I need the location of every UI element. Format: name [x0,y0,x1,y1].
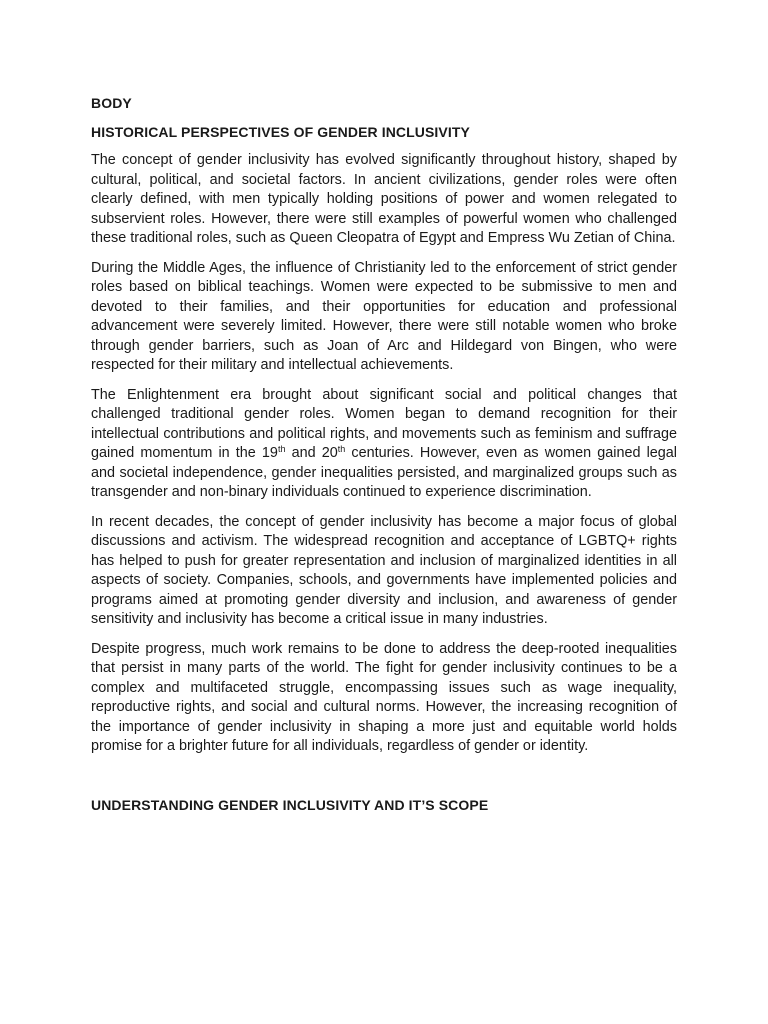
paragraph-despite-progress: Despite progress, much work remains to be done to address the deep-rooted inequalities that persist in many parts of the world. The fight for gender inclusivity continues to be a complex and multifaceted struggle, encompassing issues such as wage inequality, reproductive rights, and social and cultural norms. However, the increasing recognition of the importance of gender inclusivity in shaping a more just and equitable world holds promise for a brighter future for all individuals, regardless of gender or identity. [91,640,677,754]
enlightenment-text-1: The Enlightenment era brought about significant social and political changes that challenged traditional gender roles. Women began to demand recognition for their intellectual contributions and political rights, and movements such as feminism and suffrage gained momentum in the 19 [91,386,677,461]
section-heading-understanding: UNDERSTANDING GENDER INCLUSIVITY AND IT’S SCOPE [91,796,489,813]
enlightenment-text-2: and 20 [285,445,338,461]
paragraph-enlightenment [91,386,677,503]
document-page [91,94,677,814]
ordinal-suffix-20th: th [337,444,346,454]
body-heading: BODY [91,95,132,111]
enlightenment-text-3: centuries. However, even as women gained legal and societal independence, gender inequalities persisted, and marginalized groups such as transgender and non-binary individuals continued to experience discrimination. [91,445,677,500]
ordinal-suffix-19th: th [277,444,286,454]
paragraph-ancient-civilizations: The concept of gender inclusivity has evolved significantly throughout history, shaped by cultural, political, and societal factors. In ancient civilizations, gender roles were often clearly defined, with men typically holding positions of power and women relegated to subservient roles. However, there were still examples of powerful women who challenged these traditional roles, such as Queen Cleopatra of Egypt and Empress Wu Zetian of China. [91,152,677,246]
paragraph-middle-ages: During the Middle Ages, the influence of Christianity led to the enforcement of strict gender roles based on biblical teachings. Women were expected to be submissive to men and devoted to their families, and their opportunities for education and professional advancement were severely limited. However, there were still notable women who broke through gender barriers, such as Joan of Arc and Hildegard von Bingen, who were respected for their military and intellectual achievements. [91,259,677,373]
paragraph-recent-decades: In recent decades, the concept of gender inclusivity has become a major focus of global discussions and activism. The widespread recognition and acceptance of LGBTQ+ rights has helped to push for greater representation and inclusion of marginalized identities in all aspects of society. Companies, schools, and governments have implemented policies and programs aimed at promoting gender diversity and inclusion, and awareness of gender sensitivity and inclusivity has become a critical issue in many industries. [91,513,677,627]
section-heading-historical: HISTORICAL PERSPECTIVES OF GENDER INCLUSIVITY [91,124,470,140]
